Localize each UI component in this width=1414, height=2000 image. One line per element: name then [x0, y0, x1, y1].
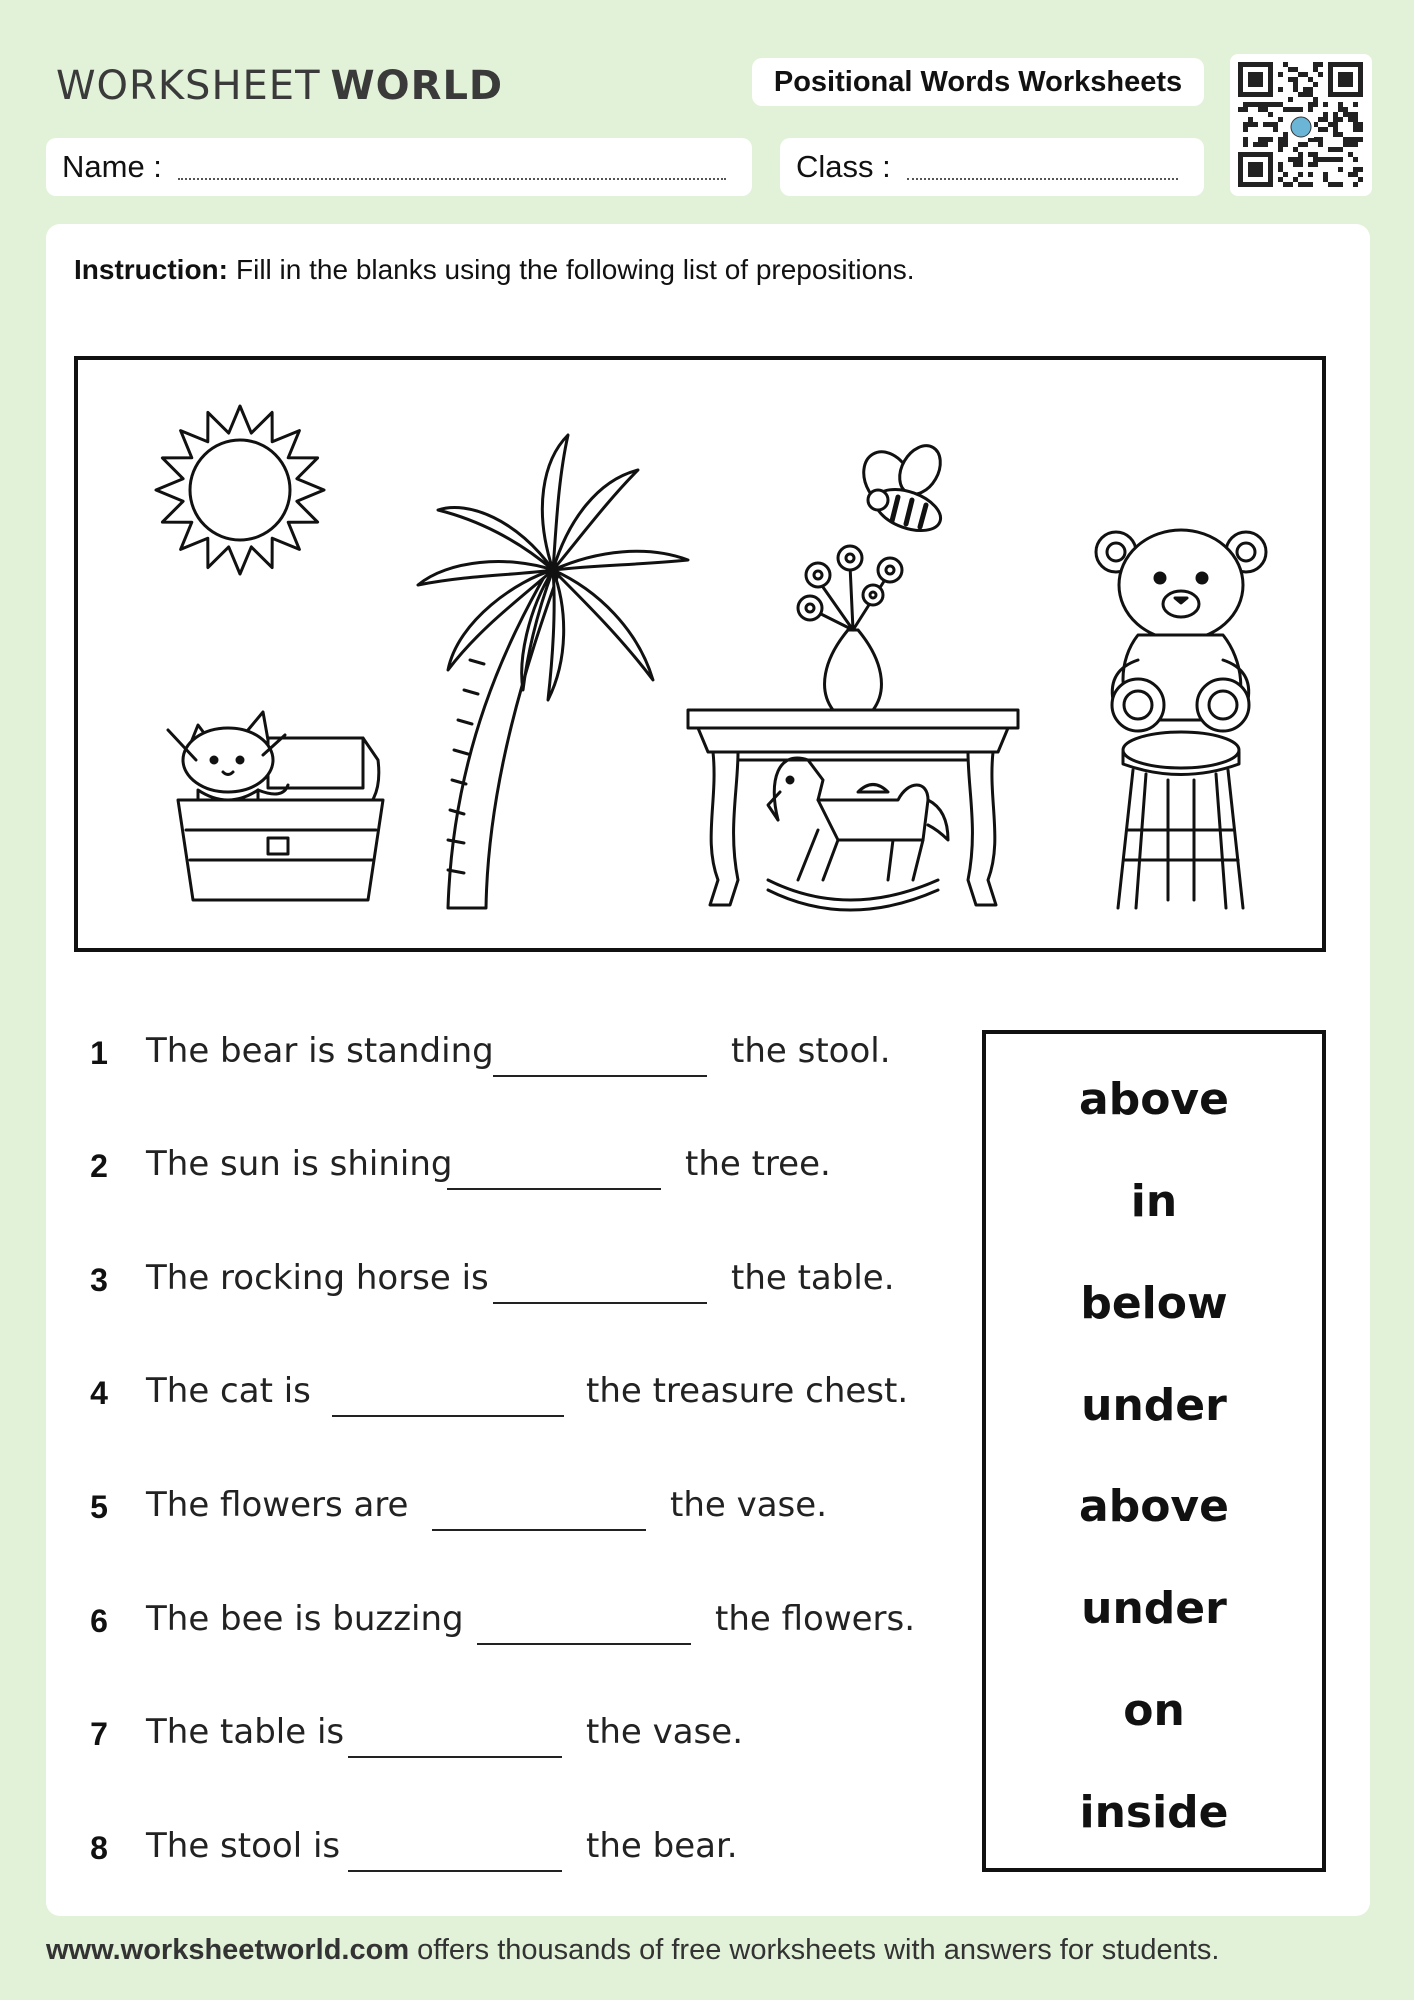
question-text-before: The sun is shining — [146, 1144, 453, 1184]
footer-text: offers thousands of free worksheets with answers for students. — [417, 1934, 1220, 1966]
question-number: 7 — [90, 1716, 108, 1752]
question-text-before: The bee is buzzing — [146, 1599, 464, 1639]
brand-name — [56, 63, 503, 109]
class-line — [907, 178, 1178, 180]
name-label: Name : — [62, 149, 162, 184]
vase-flowers-icon — [798, 546, 902, 710]
question-text-after: the bear. — [586, 1826, 738, 1866]
word-bank — [982, 1030, 1326, 1872]
brand-name-part1: WORKSHEET — [56, 63, 321, 109]
question-text-before: The table is — [146, 1712, 345, 1752]
question-number: 4 — [90, 1375, 108, 1411]
word-bank-item: under — [1081, 1380, 1227, 1431]
instruction — [74, 254, 915, 286]
answer-blank[interactable] — [477, 1643, 691, 1645]
table-icon — [688, 710, 1018, 905]
brand-name-part2: WORLD — [330, 63, 504, 109]
word-bank-item: in — [1130, 1176, 1178, 1227]
instruction-text: Fill in the blanks using the following list of prepositions. — [236, 254, 915, 285]
question-text-before: The rocking horse is — [146, 1258, 489, 1298]
answer-blank[interactable] — [348, 1756, 562, 1758]
palm-tree-icon — [418, 435, 688, 908]
instruction-label: Instruction: — [74, 254, 228, 285]
answer-blank[interactable] — [493, 1075, 707, 1077]
question-number: 5 — [90, 1489, 108, 1525]
question-text-after: the treasure chest. — [586, 1371, 909, 1411]
word-bank-item: inside — [1079, 1787, 1229, 1838]
question-text-before: The flowers are — [146, 1485, 409, 1525]
qr-code-icon — [1230, 54, 1372, 196]
sun-icon — [156, 406, 324, 574]
word-bank-item: under — [1081, 1583, 1227, 1634]
name-field[interactable] — [46, 138, 752, 196]
scene-picture — [74, 356, 1326, 952]
answer-blank[interactable] — [332, 1415, 564, 1417]
bee-icon — [854, 438, 949, 538]
worksheet-title: Positional Words Worksheets — [752, 58, 1204, 106]
question-text-before: The bear is standing — [146, 1031, 494, 1071]
name-line — [178, 178, 726, 180]
qr-code — [1230, 54, 1372, 196]
word-bank-item: above — [1079, 1074, 1229, 1125]
word-bank-item: above — [1079, 1481, 1229, 1532]
question-text-before: The stool is — [146, 1826, 341, 1866]
answer-blank[interactable] — [348, 1870, 562, 1872]
question-text-after: the vase. — [586, 1712, 744, 1752]
rocking-horse-icon — [768, 758, 948, 910]
question-text-after: the tree. — [685, 1144, 831, 1184]
question-text-after: the stool. — [731, 1031, 891, 1071]
class-label: Class : — [796, 149, 891, 184]
teddy-bear-icon — [1096, 530, 1266, 731]
question-text-before: The cat is — [146, 1371, 311, 1411]
brand-logo — [46, 46, 504, 126]
answer-blank[interactable] — [447, 1188, 661, 1190]
word-bank-item: below — [1080, 1278, 1228, 1329]
answer-blank[interactable] — [493, 1302, 707, 1304]
question-text-after: the table. — [731, 1258, 895, 1298]
question-number: 2 — [90, 1148, 108, 1184]
answer-blank[interactable] — [432, 1529, 646, 1531]
question-number: 1 — [90, 1035, 108, 1071]
question-number: 6 — [90, 1603, 108, 1639]
footer — [46, 1934, 1219, 1967]
question-text-after: the flowers. — [715, 1599, 916, 1639]
footer-site[interactable]: www.worksheetworld.com — [46, 1934, 410, 1966]
stool-icon — [1118, 732, 1243, 908]
question-text-after: the vase. — [670, 1485, 828, 1525]
question-number: 8 — [90, 1830, 108, 1866]
word-bank-item: on — [1123, 1685, 1185, 1736]
class-field[interactable] — [780, 138, 1204, 196]
question-number: 3 — [90, 1262, 108, 1298]
